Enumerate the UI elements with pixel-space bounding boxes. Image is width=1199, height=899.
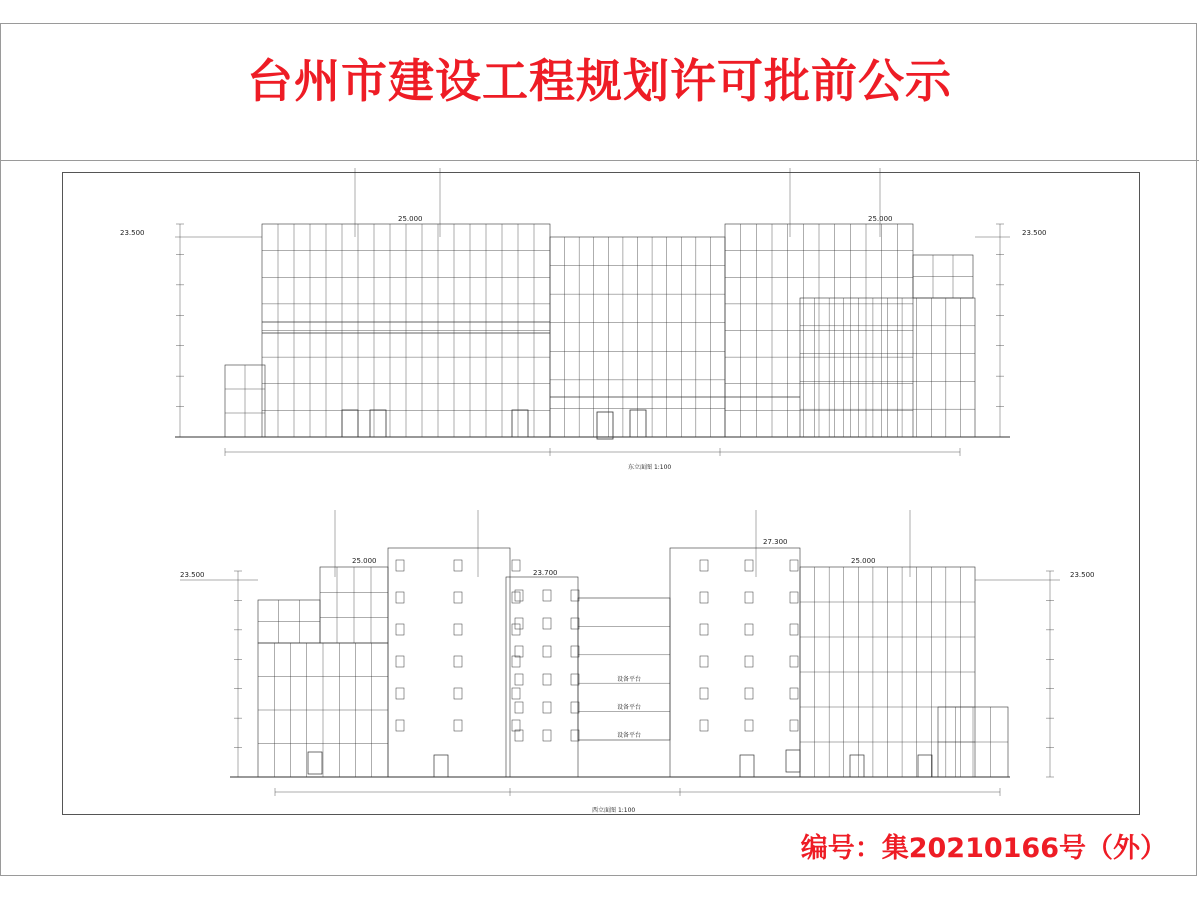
east-top-elev-left: 23.500 [120, 229, 145, 237]
west-caption [592, 805, 635, 814]
west-peak-right: 25.000 [851, 557, 876, 565]
east-peak-left: 25.000 [398, 215, 423, 223]
west-peak-mid: 27.300 [763, 538, 788, 546]
west-elevation [180, 510, 1060, 796]
east-caption-scale: 1:100 [653, 464, 672, 471]
permit-number: 编号：集20210166号（外） [800, 833, 1167, 864]
west-platform-label-3: 设备平台 [617, 732, 642, 739]
page-title: 台州市建设工程规划许可批前公示 [247, 54, 952, 108]
west-top-elev-left: 23.500 [180, 571, 205, 579]
east-peak-right: 25.000 [868, 215, 893, 223]
west-platform-label-1: 设备平台 [617, 676, 642, 683]
west-mid-elev: 23.700 [533, 569, 558, 577]
west-top-elev-right: 23.500 [1070, 571, 1095, 579]
west-caption-text: 西立面图 [592, 807, 617, 814]
east-caption-text: 东立面图 [628, 464, 653, 471]
west-caption-scale: 1:100 [617, 807, 636, 814]
east-top-elev-right: 23.500 [1022, 229, 1047, 237]
west-peak-left: 25.000 [352, 557, 377, 565]
west-platform-label-2: 设备平台 [617, 704, 642, 711]
east-elevation [175, 168, 1010, 456]
east-caption [628, 462, 671, 471]
